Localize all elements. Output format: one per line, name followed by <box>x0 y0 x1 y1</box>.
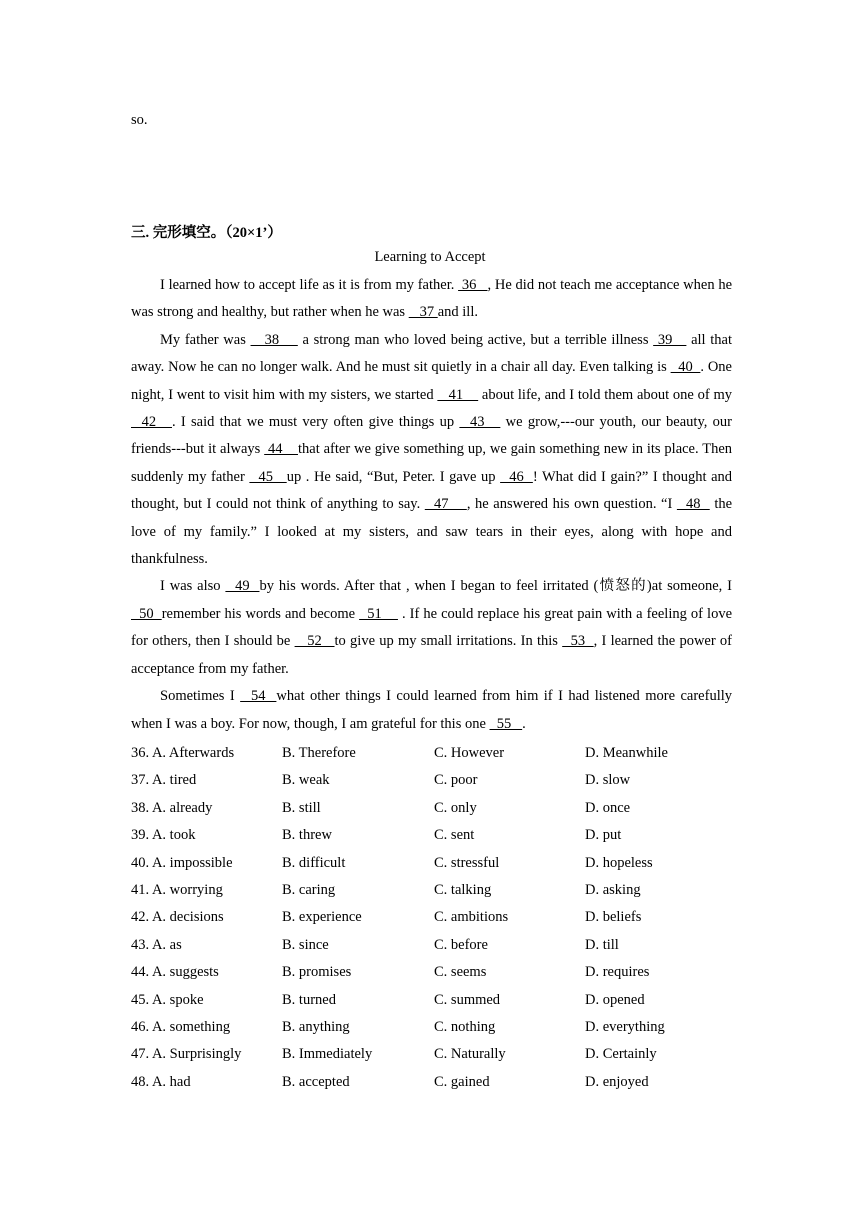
option-choice: 46. A. something <box>131 1018 231 1035</box>
option-row <box>131 822 732 849</box>
passage-text: and ill. <box>437 304 478 321</box>
passage-text: by his words. After that , when I began to feel irritated (愤怒的)at someone, I <box>259 578 732 595</box>
trailing-text: so. <box>131 112 148 128</box>
option-choice: D. hopeless <box>585 854 653 871</box>
option-row <box>131 767 732 794</box>
option-choice: B. experience <box>282 909 362 926</box>
blank-number: 47 <box>424 496 467 513</box>
passage-text: all that away. Now he can no longer walk. And he must sit quietly in a chair all day. Even talking is <box>131 331 732 376</box>
option-choice: D. till <box>585 936 619 953</box>
option-choice: B. Therefore <box>282 745 356 761</box>
option-choice: C. nothing <box>434 1018 496 1035</box>
option-choice: B. threw <box>282 827 332 844</box>
passage-text: , I learned the power of acceptance from my father. <box>131 633 733 677</box>
option-choice: D. opened <box>585 991 645 1008</box>
option-choice: 37. A. tired <box>131 772 197 789</box>
option-choice: C. summed <box>434 991 501 1008</box>
option-choice: B. anything <box>282 1018 350 1035</box>
option-choice: C. poor <box>434 772 478 789</box>
passage-text: . If he could replace his great pain with a feeling of love for others, then I should be <box>131 605 733 650</box>
passage-paragraph <box>131 272 732 327</box>
option-choice: C. before <box>434 936 488 953</box>
option-choice: C. only <box>434 799 477 816</box>
option-choice: C. ambitions <box>434 909 509 926</box>
blank-number: 48 <box>676 496 710 513</box>
option-choice: 38. A. already <box>131 799 213 816</box>
passage-text: My father was <box>160 331 251 348</box>
option-row <box>131 1069 732 1096</box>
passage-text: Sometimes I <box>160 688 241 705</box>
blank-number: 45 <box>249 468 287 485</box>
blank-number: 55 <box>489 715 523 732</box>
passage-text: up . He said, “But, Peter. I gave up <box>286 468 501 485</box>
blank-number: 49 <box>225 578 260 595</box>
option-choice: B. Immediately <box>282 1046 373 1063</box>
option-row <box>131 877 732 904</box>
passage-title: Learning to Accept <box>374 249 486 265</box>
blank-number: 39 <box>653 331 687 348</box>
blank-number: 38 <box>250 331 298 348</box>
answer-options <box>131 740 732 1096</box>
option-choice: D. enjoyed <box>585 1073 649 1090</box>
passage-paragraph <box>131 683 732 738</box>
blank-number: 54 <box>240 688 277 705</box>
option-choice: 40. A. impossible <box>131 854 233 871</box>
passage-paragraph <box>131 573 732 683</box>
option-row <box>131 850 732 877</box>
blank-number: 51 <box>359 605 398 622</box>
passage-text: , he answered his own question. “I <box>466 496 677 513</box>
blank-number: 42 <box>131 414 172 431</box>
passage-text: we grow,---our youth, our beauty, our friends---but it always <box>131 414 733 458</box>
option-choice: D. Meanwhile <box>585 745 668 761</box>
option-row <box>131 932 732 959</box>
option-row <box>131 987 732 1014</box>
option-choice: D. beliefs <box>585 909 642 926</box>
blank-number: 46 <box>500 468 533 485</box>
option-row <box>131 1014 732 1041</box>
option-choice: B. difficult <box>282 854 346 871</box>
option-choice: B. since <box>282 936 329 953</box>
option-choice: 45. A. spoke <box>131 991 204 1008</box>
blank-number: 41 <box>437 386 479 403</box>
passage-text: . I said that we must very often give things up <box>171 414 460 431</box>
blank-number: 43 <box>459 414 501 431</box>
option-row <box>131 904 732 931</box>
passage-text: I was also <box>160 578 226 595</box>
option-choice: D. once <box>585 799 631 816</box>
passage-text: that after we give something up, we gain something new in its place. Then suddenly my father <box>131 441 733 485</box>
option-choice: B. still <box>282 799 321 816</box>
blank-number: 50 <box>131 605 162 622</box>
passage-text: . One night, I went to visit him with my sisters, we started <box>131 359 732 403</box>
option-choice: C. sent <box>434 827 475 844</box>
option-choice: 47. A. Surprisingly <box>131 1046 242 1063</box>
blank-number: 36 <box>458 277 488 293</box>
option-choice: 36. A. Afterwards <box>131 745 235 761</box>
passage-text: , He did not teach me acceptance when he was strong and healthy, but rather when he was <box>131 277 733 321</box>
option-choice: B. caring <box>282 881 336 898</box>
option-choice: C. Naturally <box>434 1046 506 1063</box>
option-choice: D. asking <box>585 881 641 898</box>
passage-text: remember his words and become <box>161 605 360 622</box>
passage-text: a strong man who loved being active, but a terrible illness <box>297 331 654 348</box>
option-choice: 43. A. as <box>131 936 182 953</box>
option-choice: D. everything <box>585 1018 665 1035</box>
blank-number: 44 <box>264 441 298 458</box>
passage-paragraph <box>131 327 732 574</box>
option-choice: C. However <box>434 745 505 761</box>
option-row <box>131 795 732 822</box>
passage-text: about life, and I told them about one of my <box>478 386 732 403</box>
option-row <box>131 740 732 767</box>
passage-text: . <box>522 715 526 732</box>
cloze-passage <box>131 272 732 738</box>
passage-text: to give up my small irritations. In this <box>334 633 563 650</box>
option-choice: B. promises <box>282 964 352 981</box>
option-choice: C. talking <box>434 881 492 898</box>
option-choice: B. weak <box>282 772 330 789</box>
option-choice: 44. A. suggests <box>131 964 219 981</box>
blank-number: 40 <box>670 359 701 376</box>
option-choice: C. stressful <box>434 854 500 871</box>
option-choice: D. requires <box>585 964 650 981</box>
option-row <box>131 1041 732 1068</box>
option-choice: B. turned <box>282 991 336 1008</box>
option-choice: D. put <box>585 827 622 844</box>
option-choice: D. slow <box>585 772 631 789</box>
passage-text: ! What did I gain?” I thought and thought, but I could not think of anything to say. <box>131 468 733 513</box>
option-choice: 48. A. had <box>131 1073 191 1090</box>
option-choice: 42. A. decisions <box>131 909 224 926</box>
blank-number: 37 <box>408 304 438 321</box>
option-row <box>131 959 732 986</box>
passage-text: what other things I could learned from him if I had listened more carefully when I was a boy. For now, though, I am grateful for this one <box>131 688 732 732</box>
option-choice: C. seems <box>434 964 487 981</box>
option-choice: D. Certainly <box>585 1046 657 1063</box>
option-choice: B. accepted <box>282 1073 350 1090</box>
blank-number: 52 <box>294 633 335 650</box>
option-choice: 41. A. worrying <box>131 881 223 898</box>
blank-number: 53 <box>562 633 594 650</box>
option-choice: 39. A. took <box>131 827 196 844</box>
option-choice: C. gained <box>434 1073 490 1090</box>
passage-text: I learned how to accept life as it is from my father. <box>160 277 459 293</box>
passage-text: the love of my family.” I looked at my sisters, and saw tears in their eyes, along with hope and thankfulness. <box>131 496 733 568</box>
section-title: 三. 完形填空。（20×1’） <box>131 225 282 241</box>
